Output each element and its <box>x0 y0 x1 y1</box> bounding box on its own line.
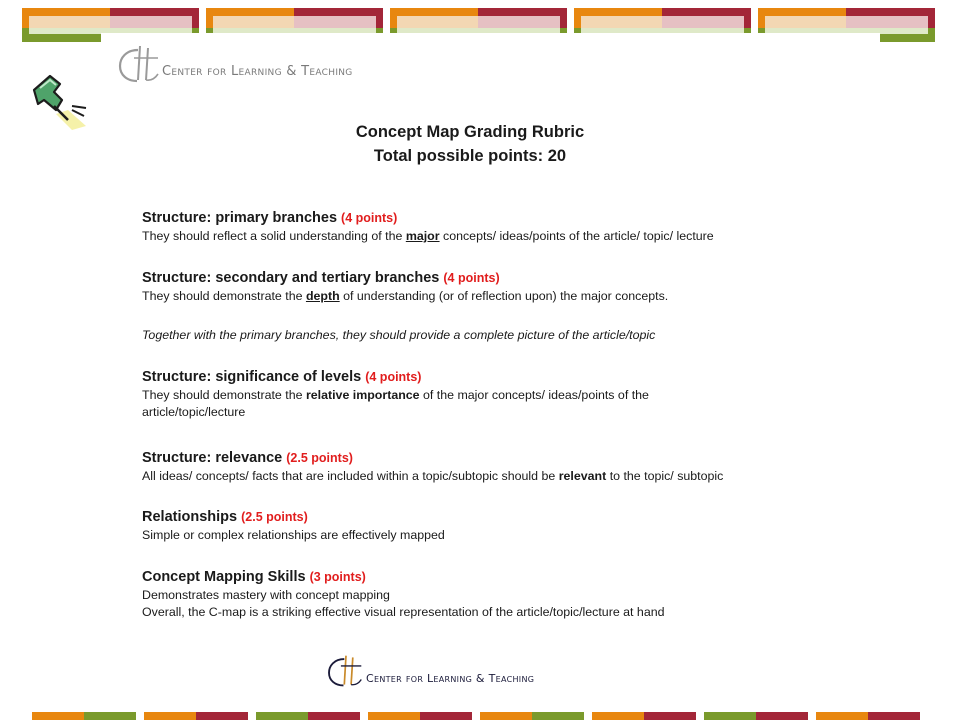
section-emphasis: depth <box>305 289 340 303</box>
section-body-rest: of the major concepts/ ideas/points of the <box>419 388 649 402</box>
section-body-rest: of understanding (or of reflection upon) the major concepts. <box>339 289 669 303</box>
section-body: They should demonstrate the <box>142 388 306 402</box>
title-line-1: Concept Map Grading Rubric <box>355 123 585 141</box>
section-heading: Structure: primary branches <box>142 210 338 226</box>
section-emphasis: relative importance <box>305 388 420 402</box>
band-tile <box>704 712 808 720</box>
section-heading: Structure: secondary and tertiary branches <box>142 270 440 286</box>
band-tile <box>368 712 472 720</box>
section-points: (4 points) <box>341 211 398 225</box>
band-tile <box>256 712 360 720</box>
section-points: (4 points) <box>443 271 500 285</box>
rubric-section-primary-branches <box>142 208 822 245</box>
section-body: Demonstrates mastery with concept mapping <box>142 588 390 602</box>
section-points: (2.5 points) <box>286 451 353 465</box>
footer-logo <box>326 654 534 688</box>
band-tile <box>32 712 136 720</box>
section-points: (3 points) <box>309 570 366 584</box>
rubric-section-significance-of-levels <box>142 367 822 421</box>
rubric-section-secondary-branches <box>142 268 822 305</box>
pushpin-icon <box>28 70 98 140</box>
section-emphasis: major <box>405 229 440 243</box>
rubric-section-concept-mapping-skills <box>142 567 822 621</box>
section-heading: Relationships <box>142 509 238 525</box>
logo-text: Center for Learning & Teaching <box>162 64 353 79</box>
rubric-title <box>300 120 640 168</box>
section-body: They should demonstrate the <box>142 289 306 303</box>
section-points: (4 points) <box>365 370 422 384</box>
section-heading: Concept Mapping Skills <box>142 569 306 585</box>
band-tile <box>816 712 920 720</box>
band-tile <box>144 712 248 720</box>
section-heading: Structure: relevance <box>142 450 283 466</box>
rubric-section-relevance <box>142 448 822 485</box>
section-body-rest: concepts/ ideas/points of the article/ topic/ lecture <box>439 229 714 243</box>
section-body-line-2: Overall, the C-map is a striking effective visual representation of the article/topic/lecture at hand <box>142 605 665 619</box>
band-tile <box>480 712 584 720</box>
logo-text: Center for Learning & Teaching <box>366 672 535 685</box>
title-line-2: Total possible points: 20 <box>373 147 567 165</box>
section-points: (2.5 points) <box>241 510 308 524</box>
ct-logo-icon <box>118 44 162 84</box>
section-body-line-2: article/topic/lecture <box>142 405 246 419</box>
bottom-decorative-band <box>32 712 932 720</box>
section-note: Together with the primary branches, they should provide a complete picture of the article/topic <box>142 328 656 342</box>
rubric-section-relationships <box>142 507 822 544</box>
section-body: Simple or complex relationships are effectively mapped <box>142 528 445 542</box>
ct-logo-icon <box>326 654 366 688</box>
section-body-rest: to the topic/ subtopic <box>606 469 724 483</box>
section-heading: Structure: significance of levels <box>142 369 362 385</box>
header-logo <box>118 44 353 84</box>
section-emphasis: relevant <box>558 469 607 483</box>
band-tile <box>592 712 696 720</box>
section-body: They should reflect a solid understanding of the <box>142 229 406 243</box>
section-body: All ideas/ concepts/ facts that are included within a topic/subtopic should be <box>142 469 559 483</box>
